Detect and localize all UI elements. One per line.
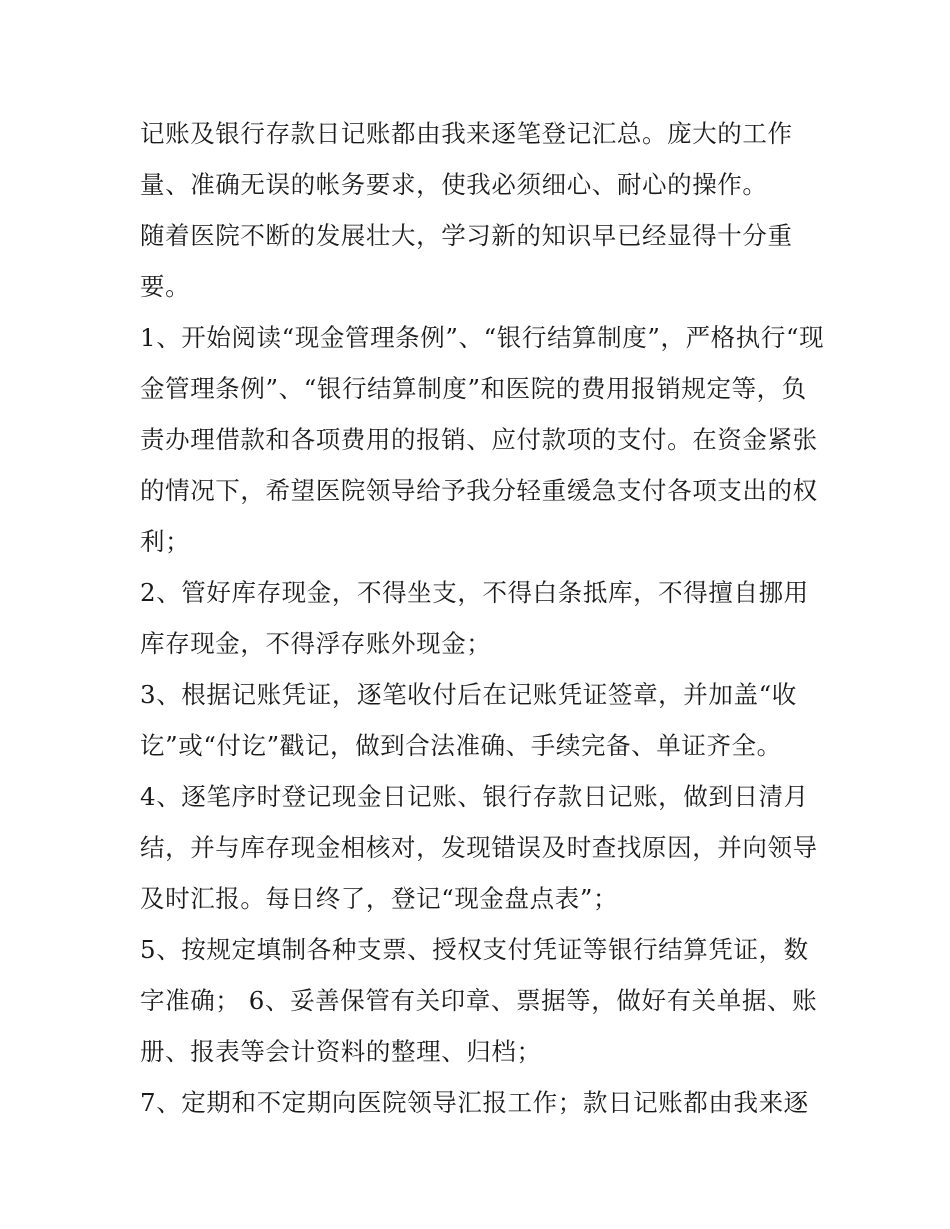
text-line: 随着医院不断的发展壮大，学习新的知识早已经显得十分重	[140, 221, 793, 250]
text-line: 5、按规定填制各种支票、授权支付凭证等银行结算凭证，数	[140, 935, 809, 964]
text-line: 库存现金，不得浮存账外现金；	[140, 629, 492, 658]
text-line: 金管理条例”、“银行结算制度”和医院的费用报销规定等，负	[140, 374, 807, 403]
text-line: 的情况下，希望医院领导给予我分轻重缓急支付各项支出的权	[140, 476, 818, 505]
text-line: 3、根据记账凭证，逐笔收付后在记账凭证签章，并加盖“收	[140, 680, 797, 709]
text-line: 讫”或“付讫”戳记，做到合法准确、手续完备、单证齐全。	[140, 731, 782, 760]
text-line: 责办理借款和各项费用的报销、应付款项的支付。在资金紧张	[140, 425, 818, 454]
text-line: 7、定期和不定期向医院领导汇报工作；款日记账都由我来逐	[140, 1088, 809, 1117]
text-line: 要。	[140, 272, 191, 301]
text-line: 及时汇报。每日终了，登记“现金盘点表”；	[140, 884, 619, 913]
text-line: 记账及银行存款日记账都由我来逐笔登记汇总。庞大的工作	[140, 119, 793, 148]
text-line: 1、开始阅读“现金管理条例”、“银行结算制度”，严格执行“现	[140, 323, 825, 352]
text-line: 册、报表等会计资料的整理、归档；	[140, 1037, 542, 1066]
body-text	[140, 108, 825, 1128]
text-line: 字准确； 6、妥善保管有关印章、票据等，做好有关单据、账	[140, 986, 818, 1015]
text-line: 4、逐笔序时登记现金日记账、银行存款日记账，做到日清月	[140, 782, 809, 811]
text-line: 利；	[140, 527, 191, 556]
text-line: 结，并与库存现金相核对，发现错误及时查找原因，并向领导	[140, 833, 818, 862]
text-line: 2、管好库存现金，不得坐支，不得白条抵库，不得擅自挪用	[140, 578, 809, 607]
text-line: 量、准确无误的帐务要求，使我必须细心、耐心的操作。	[140, 170, 768, 199]
